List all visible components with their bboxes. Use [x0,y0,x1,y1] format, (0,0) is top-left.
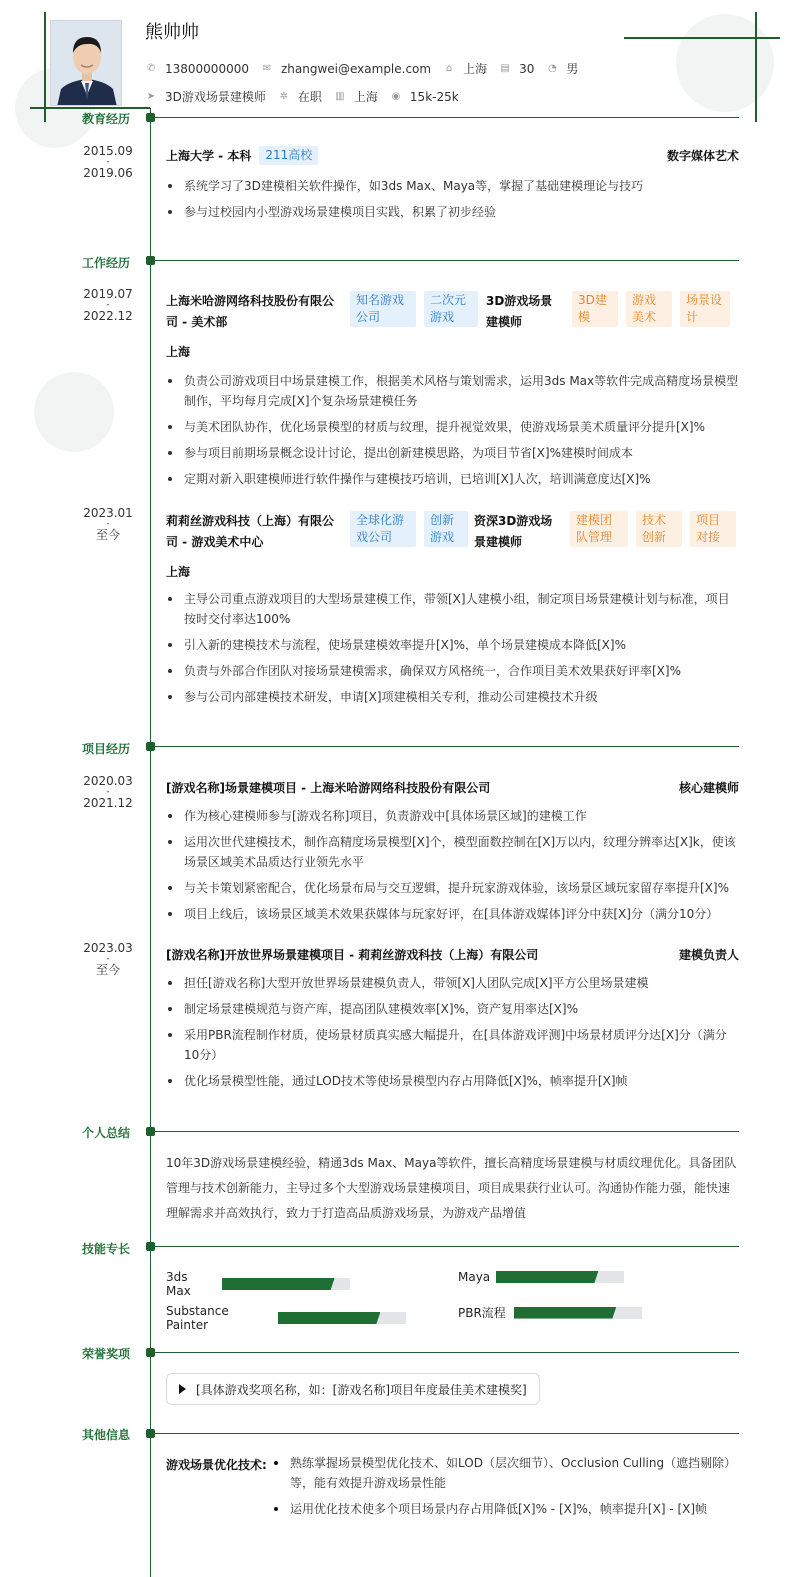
skill-name: 3ds Max [166,1270,191,1298]
skill-bar [278,1312,406,1324]
award-item[interactable] [166,1373,540,1405]
list-item: 运用次世代建模技术，制作高精度场景模型[X]个，模型面数控制在[X]万以内，纹理分辨率达[X]k，使该场景区域美术品质达行业领先水平 [166,832,739,872]
section-title-other: 其他信息 [81,1428,130,1442]
skill-level [278,1312,380,1324]
section-title-awards: 荣誉奖项 [81,1347,130,1361]
section-divider [150,117,739,118]
list-item: 采用PBR流程制作材质，使场景材质真实感大幅提升，在[具体游戏评测]中场景材质评分达[X]分（满分10分） [166,1025,739,1065]
decor-circle [676,14,774,112]
list-item: 担任[游戏名称]大型开放世界场景建模负责人，带领[X]人团队完成[X]平方公里场景建模 [166,973,739,993]
work-city: 上海 [166,345,191,359]
work-bullets [166,589,739,713]
list-item: 引入新的建模技术与流程，使场景建模效率提升[X]%，单个场景建模成本降低[X]% [166,635,739,655]
list-item: 参与项目前期场景概念设计讨论，提出创新建模思路，为项目节省[X]%建模时间成本 [166,443,739,463]
list-item: 负责与外部合作团队对接场景建模需求，确保双方风格统一，合作项目美术效果获好评率[X]% [166,661,739,681]
list-item: 运用优化技术使多个项目场景内存占用降低[X]% - [X]%，帧率提升[X] - [X]帧 [272,1499,739,1519]
work-city: 上海 [166,565,191,579]
company-tag: 知名游戏公司 [350,291,416,327]
school-name: 上海大学 - 本科 [166,149,252,163]
company-tag: 创新游戏 [424,511,468,547]
project-role: 核心建模师 [678,781,739,795]
skill-item [166,1270,350,1298]
list-item: 系统学习了3D建模相关软件操作，如3ds Max、Maya等，掌握了基础建模理论与技巧 [166,176,739,196]
project-role: 建模负责人 [678,948,739,962]
decor-circle [34,372,114,452]
company-name: 上海米哈游网络科技股份有限公司 - 美术部 [166,294,335,329]
skill-level [222,1278,335,1290]
skill-level [496,1271,598,1283]
avatar [50,20,122,106]
age-icon: ▤ [500,62,510,74]
role-tag: 3D建模 [572,291,618,327]
section-title-projects: 项目经历 [81,742,130,756]
project-bullets [166,806,739,930]
work-bullets [166,371,739,495]
skill-item [458,1304,642,1321]
work-entry-head [166,291,739,333]
role-title: 3D游戏场景建模师 [486,294,553,329]
list-item: 定期对新入职建模师进行软件操作与建模技巧培训，已培训[X]人次，培训满意度达[X]% [166,469,739,489]
award-text: [具体游戏奖项名称，如：[游戏名称]项目年度最佳美术建模奖] [196,1382,527,1397]
company-tag: 二次元游戏 [424,291,478,327]
role-tag: 场景设计 [680,291,730,327]
summary-text: 10年3D游戏场景建模经验，精通3ds Max、Maya等软件，擅长高精度场景建模与材质纹理优化。具备团队管理与技术创新能力，主导过多个大型游戏场景建模项目，项目成果获行业认可。沟通协作能力强，能快速理解需求并高效执行，致力于打造高品质游戏场景，为游戏产品增值 [166,1156,737,1220]
gender: 男 [566,62,579,76]
phone-icon: ✆ [146,62,156,74]
education-date: 2015.09 - 2019.06 [83,144,133,180]
project-date: 2020.03 - 2021.12 [83,774,133,810]
section-divider [150,1433,739,1434]
section-divider [150,1131,739,1132]
salary: 15k-25k [409,89,459,104]
corner-line [30,107,150,109]
gender-icon: ◔ [548,62,557,74]
school-tag: 211高校 [259,146,318,165]
section-divider [150,1246,739,1247]
target-position: 3D游戏场景建模师 [165,90,266,104]
send-icon: ➤ [146,90,156,102]
role-title: 资深3D游戏场景建模师 [474,514,553,549]
section-title-skills: 技能专长 [81,1242,130,1256]
section-title-education: 教育经历 [81,112,130,126]
list-item: 作为核心建模师参与[游戏名称]项目，负责游戏中[具体场景区域]的建模工作 [166,806,739,826]
role-tag: 技术创新 [636,511,682,547]
location: 上海 [463,62,488,76]
project-entry-head [166,779,739,796]
expand-triangle-icon [179,1384,186,1394]
skill-item [458,1270,624,1284]
building-icon: ▥ [335,90,345,102]
work-entry-head [166,511,739,553]
role-tag: 游戏美术 [626,291,672,327]
section-divider [150,746,739,747]
skill-name: PBR流程 [458,1306,506,1320]
work-date: 2019.07 - 2022.12 [83,287,133,323]
project-entry-head [166,946,739,963]
email: zhangwei@example.com [280,61,432,76]
company-tag: 全球化游戏公司 [350,511,416,547]
section-divider [150,1352,739,1353]
project-date: 2023.03 - 至今 [83,941,133,977]
skill-bar [222,1278,350,1290]
project-bullets [166,973,739,1097]
list-item: 主导公司重点游戏项目的大型场景建模工作，带领[X]人建模小组，制定项目场景建模计划与标准，项目按时交付率达100% [166,589,739,629]
role-tag: 项目对接 [690,511,736,547]
role-tag: 建模团队管理 [570,511,628,547]
other-label: 游戏场景优化技术: [166,1458,267,1472]
skill-level [514,1307,616,1319]
list-item: 参与过校园内小型游戏场景建模项目实践，积累了初步经验 [166,202,739,222]
salary-icon: ◉ [391,90,401,102]
contact-row [145,60,590,77]
list-item: 参与公司内部建模技术研发，申请[X]项建模相关专利，推动公司建模技术升级 [166,687,739,707]
work-date: 2023.01 - 至今 [83,506,133,542]
list-item: 与美术团队协作，优化场景模型的材质与纹理，提升视觉效果，使游戏场景美术质量评分提升[X]% [166,417,739,437]
major: 数字媒体艺术 [666,149,739,163]
intent-row [145,88,471,105]
skill-bar [496,1271,624,1283]
other-list [272,1453,739,1525]
candidate-name: 熊帅帅 [145,22,199,43]
skill-bar [514,1307,642,1319]
corner-line [624,37,780,39]
age: 30 [519,61,535,76]
section-divider [150,260,739,261]
mail-icon: ✉ [262,62,272,74]
phone: 13800000000 [165,61,249,76]
corner-line [755,12,757,122]
skill-item [166,1304,406,1332]
education-entry-head [166,147,739,165]
skill-name: Substance Painter [166,1304,229,1332]
section-title-work: 工作经历 [81,256,130,270]
list-item: 项目上线后，该场景区域美术效果获媒体与玩家好评，在[具体游戏媒体]评分中获[X]分（满分10分） [166,904,739,924]
status-icon: ✲ [279,90,289,102]
corner-line [44,12,46,122]
list-item: 与关卡策划紧密配合，优化场景布局与交互逻辑，提升玩家游戏体验，该场景区域玩家留存率提升[X]% [166,878,739,898]
section-title-summary: 个人总结 [81,1126,130,1140]
list-item: 负责公司游戏项目中场景建模工作，根据美术风格与策划需求，运用3ds Max等软件完成高精度场景模型制作，平均每月完成[X]个复杂场景建模任务 [166,371,739,411]
education-bullets [166,176,739,228]
home-icon: ⌂ [445,62,453,74]
target-city: 上海 [353,90,378,104]
project-title: [游戏名称]场景建模项目 - 上海米哈游网络科技股份有限公司 [166,781,491,795]
list-item: 制定场景建模规范与资产库，提高团队建模效率[X]%，资产复用率达[X]% [166,999,739,1019]
list-item: 熟练掌握场景模型优化技术、如LOD（层次细节）、Occlusion Culling（遮挡剔除）等，能有效提升游戏场景性能 [272,1453,739,1493]
list-item: 优化场景模型性能，通过LOD技术等使场景模型内存占用降低[X]%，帧率提升[X]帧 [166,1071,739,1091]
company-name: 莉莉丝游戏科技（上海）有限公司 - 游戏美术中心 [166,514,335,549]
skill-name: Maya [458,1270,491,1284]
job-status: 在职 [297,90,322,104]
project-title: [游戏名称]开放世界场景建模项目 - 莉莉丝游戏科技（上海）有限公司 [166,948,539,962]
